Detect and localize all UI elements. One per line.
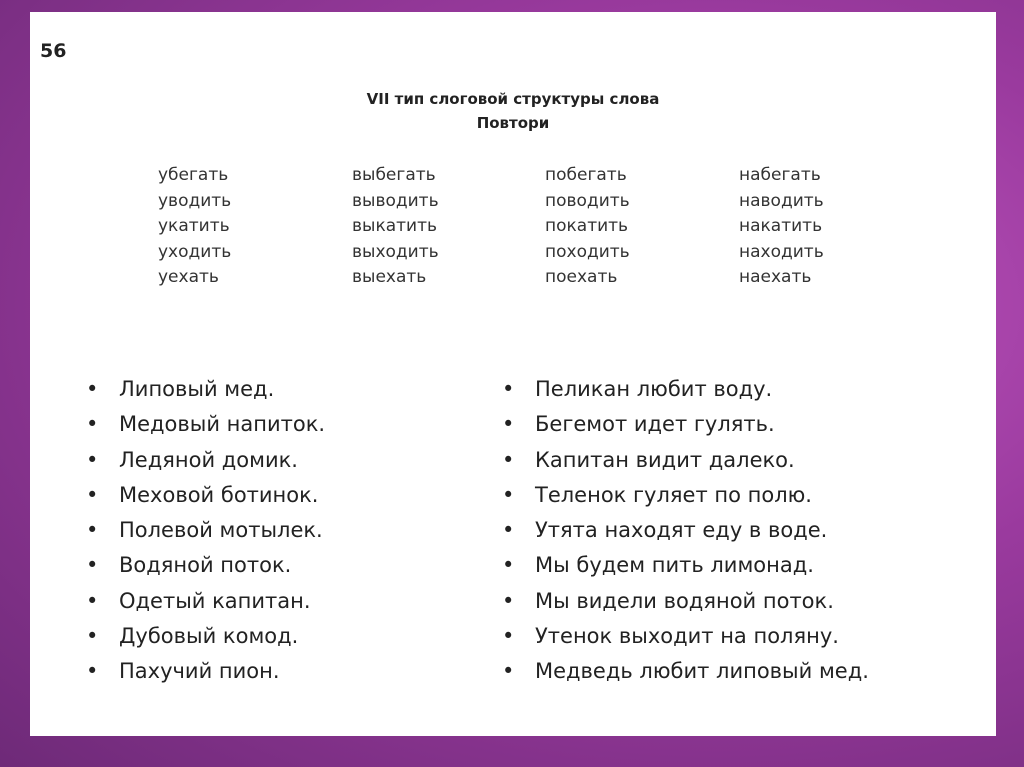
phrase-item bbox=[498, 518, 869, 553]
word-item: поводить bbox=[545, 190, 630, 211]
word-item: укатить bbox=[158, 216, 230, 236]
phrase-text: Медведь любит липовый мед. bbox=[535, 659, 869, 684]
phrase-text: Меховой ботинок. bbox=[119, 482, 319, 507]
word-column bbox=[545, 165, 630, 293]
phrase-item bbox=[82, 448, 325, 483]
phrase-item bbox=[498, 483, 869, 518]
word-item: наехать bbox=[739, 267, 812, 287]
bullet-icon: • bbox=[502, 412, 515, 437]
bullet-icon: • bbox=[86, 447, 99, 472]
word-column bbox=[739, 165, 824, 293]
word-item: выкатить bbox=[352, 216, 437, 236]
bullet-icon: • bbox=[86, 624, 99, 649]
bullet-icon: • bbox=[86, 588, 99, 613]
word-column bbox=[352, 165, 439, 293]
phrase-item bbox=[82, 518, 325, 553]
word-item: выбегать bbox=[352, 165, 436, 185]
phrase-item bbox=[498, 553, 869, 588]
bullet-icon: • bbox=[86, 482, 99, 507]
phrase-text: Теленок гуляет по полю. bbox=[535, 482, 812, 507]
phrase-text: Дубовый комод. bbox=[119, 624, 299, 649]
bullet-icon: • bbox=[502, 624, 515, 649]
phrase-item bbox=[82, 589, 325, 624]
word-item: походить bbox=[545, 241, 630, 262]
word-item: набегать bbox=[739, 165, 821, 185]
phrase-item bbox=[498, 412, 869, 447]
bullet-icon: • bbox=[502, 553, 515, 578]
phrase-text: Утята находят еду в воде. bbox=[535, 518, 828, 543]
word-item: побегать bbox=[545, 165, 627, 185]
bullet-icon: • bbox=[86, 412, 99, 437]
phrase-text: Мы будем пить лимонад. bbox=[535, 553, 814, 578]
word-item: выехать bbox=[352, 267, 427, 287]
bullet-icon: • bbox=[502, 482, 515, 507]
word-item: уходить bbox=[158, 241, 232, 262]
bullet-icon: • bbox=[502, 659, 515, 684]
phrase-item bbox=[498, 659, 869, 694]
phrase-item bbox=[82, 624, 325, 659]
phrase-text: Пахучий пион. bbox=[119, 659, 280, 684]
bullet-icon: • bbox=[86, 518, 99, 543]
phrase-text: Одетый капитан. bbox=[119, 588, 311, 613]
phrase-item bbox=[82, 483, 325, 518]
phrase-item bbox=[82, 553, 325, 588]
phrase-text: Водяной поток. bbox=[119, 553, 292, 578]
bullet-icon: • bbox=[502, 377, 515, 401]
phrase-item bbox=[498, 624, 869, 659]
phrase-text: Полевой мотылек. bbox=[119, 518, 323, 543]
phrase-text: Ледяной домик. bbox=[119, 447, 298, 472]
bullet-icon: • bbox=[86, 377, 99, 401]
phrase-item bbox=[82, 377, 325, 412]
phrase-item bbox=[82, 412, 325, 447]
phrase-item bbox=[498, 448, 869, 483]
word-item: наводить bbox=[739, 190, 824, 211]
worksheet-title: VII тип слоговой структуры слова bbox=[366, 90, 660, 108]
phrase-text: Мы видели водяной поток. bbox=[535, 588, 834, 613]
word-column bbox=[158, 165, 231, 293]
phrase-item bbox=[82, 659, 325, 694]
word-item: уехать bbox=[158, 267, 219, 287]
phrase-list-right bbox=[498, 377, 869, 695]
word-item: выходить bbox=[352, 241, 439, 262]
phrase-text: Медовый напиток. bbox=[119, 412, 326, 437]
bullet-icon: • bbox=[502, 588, 515, 613]
phrase-text: Бегемот идет гулять. bbox=[535, 412, 775, 437]
phrase-text: Пеликан любит воду. bbox=[535, 377, 773, 401]
word-item: находить bbox=[739, 241, 824, 262]
phrase-list-left bbox=[82, 377, 325, 695]
word-item: уводить bbox=[158, 190, 232, 211]
phrase-item bbox=[498, 589, 869, 624]
phrase-item bbox=[498, 377, 869, 412]
worksheet-subtitle: Повтори bbox=[476, 114, 550, 132]
bullet-icon: • bbox=[86, 553, 99, 578]
bullet-icon: • bbox=[502, 518, 515, 543]
phrase-text: Капитан видит далеко. bbox=[535, 447, 795, 472]
worksheet-page bbox=[30, 12, 996, 736]
word-item: поехать bbox=[545, 267, 618, 287]
page-number: 56 bbox=[40, 40, 67, 62]
bullet-icon: • bbox=[502, 447, 515, 472]
phrase-text: Липовый мед. bbox=[119, 377, 275, 401]
phrase-text: Утенок выходит на поляну. bbox=[535, 624, 839, 649]
word-item: выводить bbox=[352, 190, 439, 211]
word-item: накатить bbox=[739, 216, 823, 236]
bullet-icon: • bbox=[86, 659, 99, 684]
word-item: убегать bbox=[158, 165, 229, 185]
word-item: покатить bbox=[545, 216, 629, 236]
